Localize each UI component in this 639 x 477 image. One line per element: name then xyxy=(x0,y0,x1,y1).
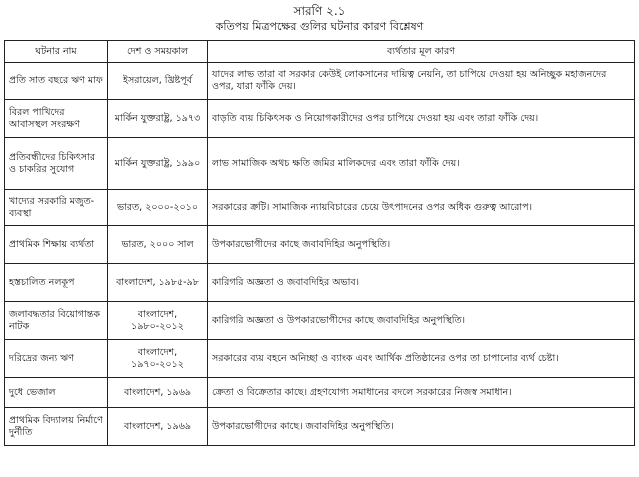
table-row xyxy=(5,340,635,378)
event-name-cell: দরিদ্রের জন্য ঋণ xyxy=(5,340,108,378)
column-header-main-cause: ব্যর্থতার মূল কারণ xyxy=(208,41,635,63)
main-cause-cell: ক্রেতা ও বিক্রেতার কাছে। গ্রহণযোগ্য সমাধানের বদলে সরকারের নিজস্ব সমাধান। xyxy=(208,378,635,408)
column-header-country-period: দেশ ও সময়কাল xyxy=(108,41,208,63)
table-header-row xyxy=(5,41,635,63)
main-cause-cell: বাড়তি ব্যয় চিকিৎসক ও নিয়োগকারীদের ওপর চাপিয়ে দেওয়া হয় এবং তারা ফাঁকি দেয়। xyxy=(208,100,635,138)
event-name-cell: প্রাথমিক বিদ্যালয় নির্মাণে দুর্নীতি xyxy=(5,408,108,446)
country-period-cell: বাংলাদেশ, ১৯৮০-২০১২ xyxy=(108,302,208,340)
main-cause-cell: উপকারভোগীদের কাছে। জবাবদিহির অনুপস্থিতি। xyxy=(208,408,635,446)
table-row xyxy=(5,408,635,446)
country-period-cell: ইসরায়েল, খ্রিষ্টপূর্ব xyxy=(108,63,208,100)
table-number: সারণি ২.১ xyxy=(293,4,346,18)
table-row xyxy=(5,138,635,190)
table-row xyxy=(5,264,635,302)
event-name-cell: প্রতি সাত বছরে ঋণ মাফ xyxy=(5,63,108,100)
column-header-event-name: ঘটনার নাম xyxy=(5,41,108,63)
event-name-cell: হস্তচালিত নলকূপ xyxy=(5,264,108,302)
table-row xyxy=(5,190,635,226)
main-cause-cell: উপকারভোগীদের কাছে জবাবদিহির অনুপস্থিতি। xyxy=(208,226,635,264)
country-period-cell: ভারত, ২০০০ সাল xyxy=(108,226,208,264)
table-row xyxy=(5,302,635,340)
main-cause-cell: লাভ সামাজিক অথচ ক্ষতি জমির মালিকদের এবং তারা ফাঁকি দেয়। xyxy=(208,138,635,190)
country-period-cell: বাংলাদেশ, ১৯৬৯ xyxy=(108,408,208,446)
country-period-cell: মার্কিন যুক্তরাষ্ট্র, ১৯৯০ xyxy=(108,138,208,190)
country-period-cell: মার্কিন যুক্তরাষ্ট্র, ১৯৭৩ xyxy=(108,100,208,138)
country-period-cell: বাংলাদেশ, ১৯৬৯ xyxy=(108,378,208,408)
event-name-cell: বিরল পাখিদের আবাসস্থল সংরক্ষণ xyxy=(5,100,108,138)
table-caption: কতিপয় মিত্রপক্ষের গুলির ঘটনার কারণ বিশ্লেষণ xyxy=(215,20,424,33)
table-row xyxy=(5,63,635,100)
event-name-cell: প্রাথমিক শিক্ষায় ব্যর্থতা xyxy=(5,226,108,264)
event-name-cell: দুধে ভেজাল xyxy=(5,378,108,408)
main-cause-cell: সরকারের ব্যয় বহনে অনিচ্ছা ও ব্যাংক এবং আর্থিক প্রতিষ্ঠানের ওপর তা চাপানোর ব্যর্থ চেষ্টা। xyxy=(208,340,635,378)
main-cause-cell: কারিগরি অজ্ঞতা ও জবাবদিহির অভাব। xyxy=(208,264,635,302)
event-name-cell: প্রতিবন্ধীদের চিকিৎসার ও চাকরির সুযোগ xyxy=(5,138,108,190)
main-cause-cell: সরকারের ক্রটি। সামাজিক ন্যায়বিচারের চেয়ে উৎপাদনের ওপর অধিক গুরুত্ব আরোপ। xyxy=(208,190,635,226)
country-period-cell: বাংলাদেশ, ১৯৮৫-৯৮ xyxy=(108,264,208,302)
event-name-cell: জলাবদ্ধতার বিয়োগান্তক নাটক xyxy=(5,302,108,340)
table-row xyxy=(5,226,635,264)
main-cause-cell: যাদের লাভ তারা বা সরকার কেউই লোকসানের দায়িত্ব নেয়নি, তা চাপিয়ে দেওয়া হয় অনিচ্ছুক মহাজনদের ওপর, যারা ফাঁকি দেয়। xyxy=(208,63,635,100)
country-period-cell: ভারত, ২০০০-২০১০ xyxy=(108,190,208,226)
event-name-cell: খাদ্যের সরকারি মজুত-ব্যবস্থা xyxy=(5,190,108,226)
failure-analysis-table xyxy=(4,40,635,446)
main-cause-cell: কারিগরি অজ্ঞতা ও উপকারভোগীদের কাছে জবাবদিহির অনুপস্থিতি। xyxy=(208,302,635,340)
country-period-cell: বাংলাদেশ, ১৯৭০-২০১২ xyxy=(108,340,208,378)
table-row xyxy=(5,100,635,138)
table-row xyxy=(5,378,635,408)
